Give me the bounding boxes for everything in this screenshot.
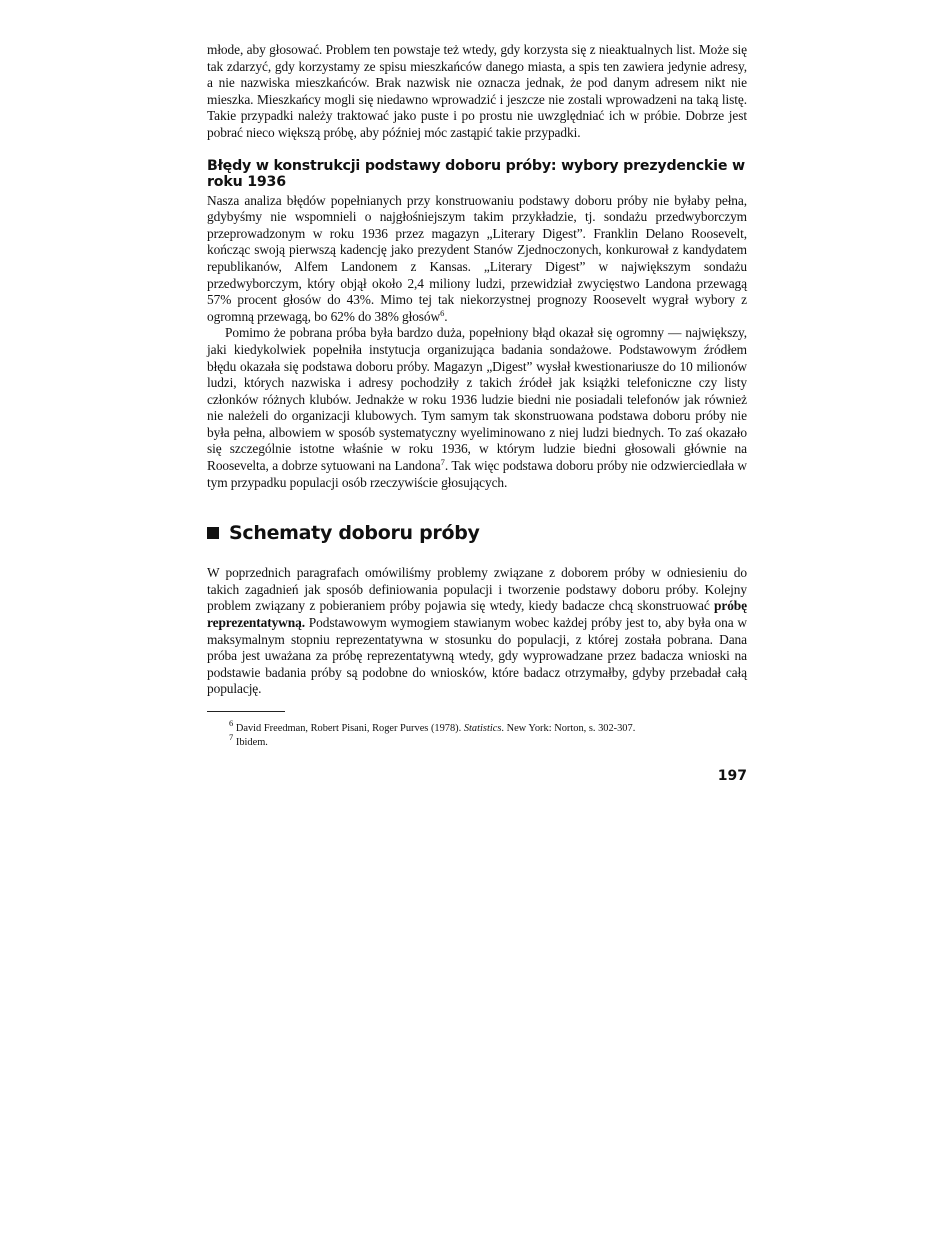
footnote-ref-7: 7 bbox=[440, 457, 445, 468]
paragraph-4-text-a: W poprzednich paragrafach omówiliśmy problemy związane z doborem próby w odniesieniu do takich zagadnień jak sposób definiowania populacji i tworzenie podstawy doboru próby. Kolejny problem związany z pobieraniem próby pojawia się wtedy, kiedy badacze chcą skonstruować bbox=[207, 565, 747, 614]
paragraph-3-text-b: . Tak więc podstawa doboru próby nie odzwierciedlała w tym przypadku populacji osób rzeczywiście głosujących. bbox=[207, 458, 747, 490]
paragraph-2-text: Nasza analiza błędów popełnianych przy konstruowaniu podstawy doboru próby nie byłaby pełna, gdybyśmy nie wspomnieli o najgłośniejszym takim przykładzie, tj. sondażu przedwyborczym przeprowadzonym w roku 1936 przez magazyn „Literary Digest”. Franklin Delano Roosevelt, kończąc swoją pierwszą kadencję jako prezydent Stanów Zjednoczonych, konkurował z kandydatem republikanów, Alfem Landonem z Kansas. „Literary Digest” w największym sondażu przedwyborczym, który objął około 2,4 miliony ludzi, przewidział zwycięstwo Landona przewagą 57% procent głosów do 43%. Mimo tej tak niekorzystnej prognozy Roosevelt wygrał wybory z ogromną przewagą, bo 62% do 38% głosów bbox=[207, 192, 747, 324]
footnote-6-title: Statistics bbox=[463, 723, 502, 734]
footnote-ref-6: 6 bbox=[440, 307, 445, 318]
paragraph-1: młode, aby głosować. Problem ten powstaje też wtedy, gdy korzysta się z nieaktualnych list. Może się tak zdarzyć, gdy korzystamy ze spisu mieszkańców danego miasta, a spis ten zawiera jedynie adresy, a nie nazwiska mieszkańców. Brak nazwisk nie oznacza jednak, że pod danym adresem nikt nie mieszka. Mieszkańcy mogli się niedawno wprowadzić i jeszcze nie zostali wprowadzeni na taką listę. Takie przypadki należy traktować jako puste i po prostu nie uwzględniać ich w próbie. Dobrze jest pobrać nieco większą próbę, aby później móc zastąpić takie przypadki. bbox=[207, 42, 747, 140]
section-heading bbox=[207, 522, 747, 544]
footnote-6 bbox=[229, 718, 747, 736]
footnote-7-text: Ibidem. bbox=[235, 737, 268, 748]
footnote-6-text-b: . New York: Norton, s. 302-307. bbox=[501, 723, 636, 734]
key-term: próbę reprezentatywną. bbox=[207, 598, 747, 631]
page-number: 197 bbox=[717, 768, 747, 784]
subheading: Błędy w konstrukcji podstawy doboru próby: wybory prezydenckie w roku 1936 bbox=[207, 157, 745, 190]
footnote-divider bbox=[207, 711, 285, 712]
page-content bbox=[207, 42, 747, 784]
footnote-7-mark: 7 bbox=[229, 732, 234, 742]
paragraph-4-text-b: Podstawowym wymogiem stawianym wobec każdej próby jest to, aby była ona w maksymalnym stopniu reprezentatywna w stosunku do populacji, z której została pobrana. Dana próba jest uważana za próbę reprezentatywną wtedy, gdy wyprowadzane przez badacza wnioski na podstawie badania próby są podobne do wniosków, które badacz otrzymałby, gdyby przebadał całą populację. bbox=[207, 615, 747, 697]
square-bullet-icon bbox=[207, 527, 219, 539]
paragraph-3 bbox=[207, 325, 747, 491]
footnote-6-mark: 6 bbox=[229, 718, 234, 728]
section-title: Schematy doboru próby bbox=[229, 522, 480, 545]
paragraph-3-text-a: Pomimo że pobrana próba była bardzo duża, popełniony błąd okazał się ogromny — największy, jaki kiedykolwiek popełniła instytucja organizująca badania sondażowe. Podstawowym źródłem błędu okazała się podstawa doboru próby. Magazyn „Digest” wysłał kwestionariusze do 10 milionów ludzi, których nazwiska i adresy pochodziły z takich źródeł jak książki telefoniczne czy listy członków różnych klubów. Jednakże w roku 1936 ludzie biedni nie posiadali telefonów jak również nie należeli do organizacji klubowych. Tym samym tak skonstruowana podstawa doboru próby nie była pełna, albowiem w sposób systematyczny wyeliminowano z niej ludzi biednych. To zaś okazało się szczególnie istotne właśnie w roku 1936, w którym ludzie biedni głosowali głównie na Roosevelta, a dobrze sytuowani na Landona bbox=[207, 325, 747, 474]
footnote-7 bbox=[229, 732, 747, 750]
paragraph-4 bbox=[207, 565, 747, 698]
footnote-6-text-a: David Freedman, Robert Pisani, Roger Purves (1978). bbox=[235, 723, 464, 734]
paragraph-2: Nasza analiza błędów popełnianych przy konstruowaniu podstawy doboru próby nie byłaby pełna, gdybyśmy nie wspomnieli o najgłośniejszym takim przykładzie, tj. sondażu przedwyborczym przeprowadzonym w roku 1936 przez magazyn „Literary Digest”. Franklin Delano Roosevelt, kończąc swoją pierwszą kadencję jako prezydent Stanów Zjednoczonych, konkurował z kandydatem republikanów, Alfem Landonem z Kansas. „Literary Digest” w największym sondażu przedwyborczym, który objął około 2,4 miliony ludzi, przewidział zwycięstwo Landona przewagą 57% procent głosów do 43%. Mimo tej tak niekorzystnej prognozy Roosevelt wygrał wybory z ogromną przewagą, bo 62% do 38% głosów$^6$. bbox=[207, 192, 747, 324]
